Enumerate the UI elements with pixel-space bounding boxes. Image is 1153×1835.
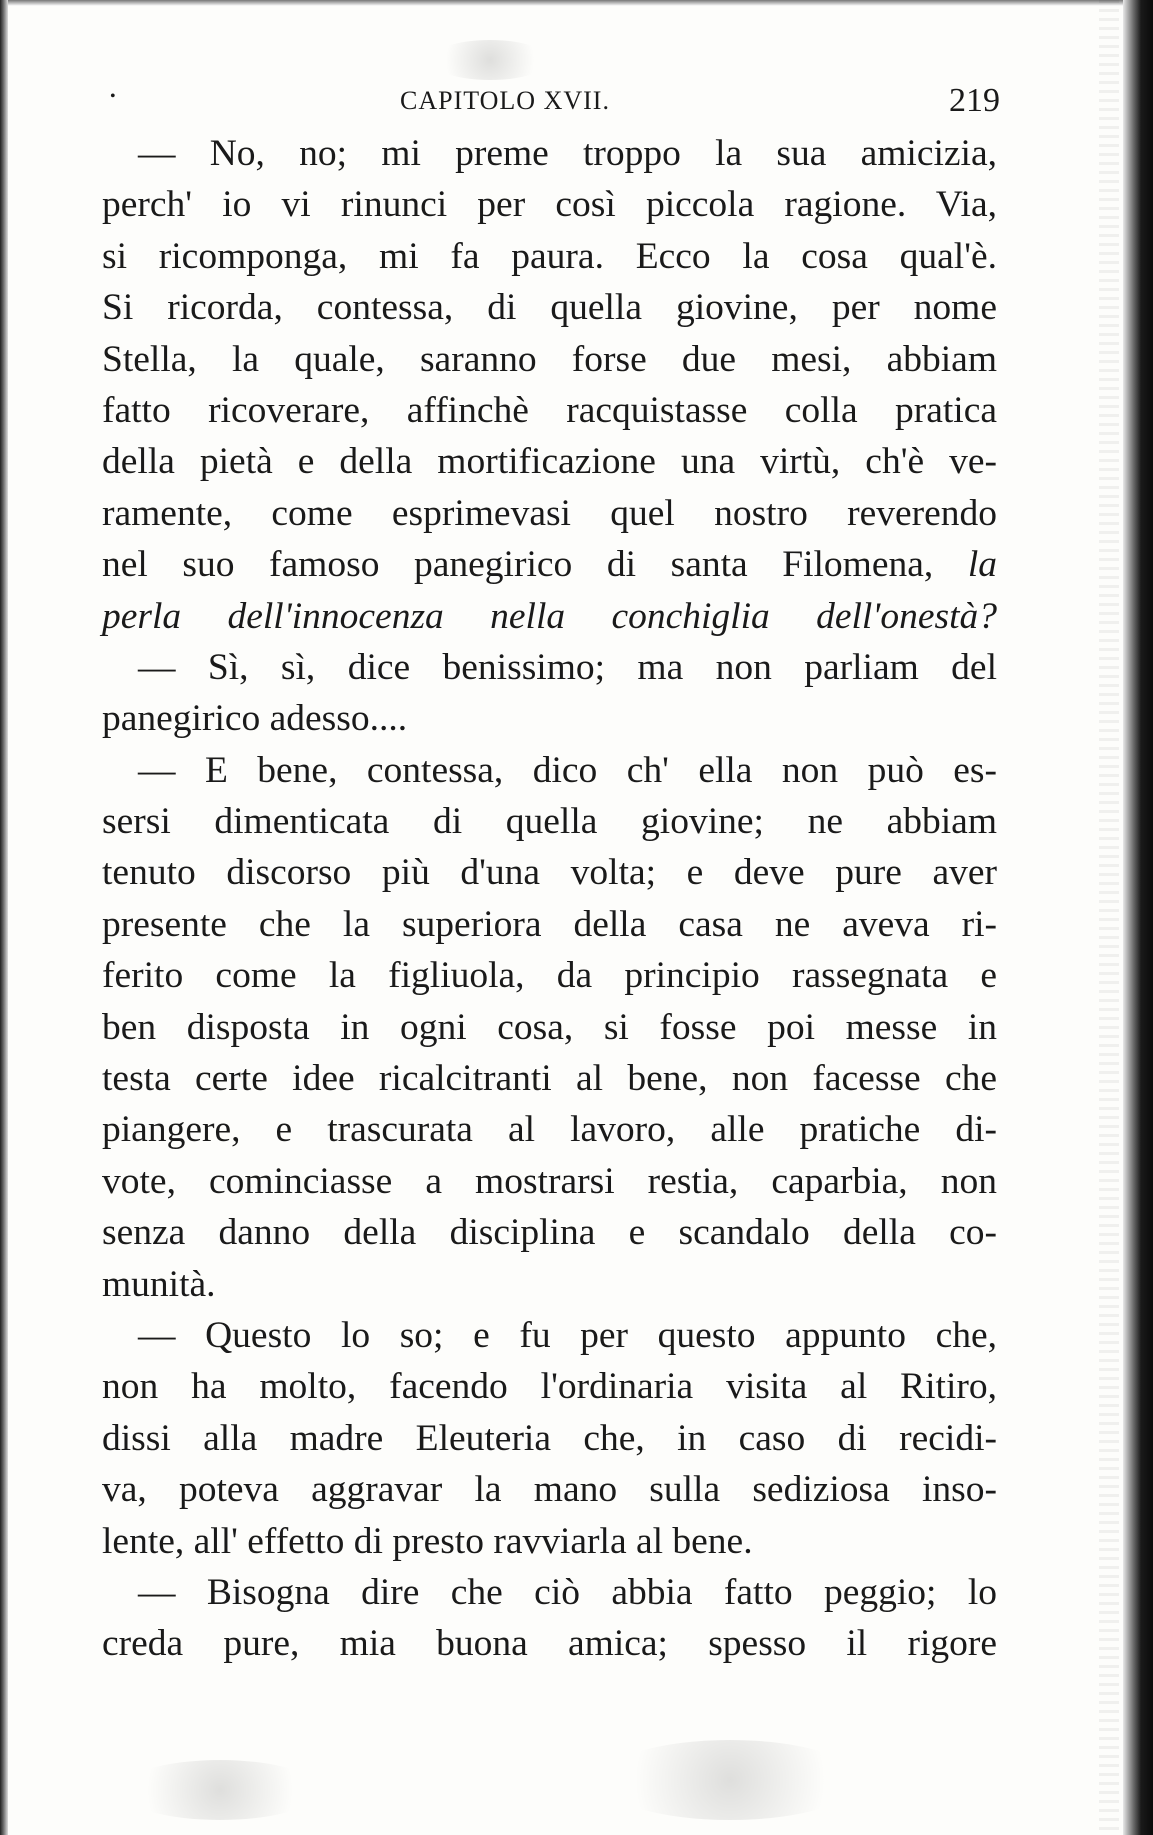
page-top-edge [0,0,1153,6]
text-line: — No, no; mi preme troppo la sua amicizia, [138,133,997,174]
text-line: tenuto discorso più d'una volta; e deve pure aver [102,852,997,894]
text-line-with-italic [102,539,997,590]
text-line: ramente, come esprimevasi quel nostro reverendo [102,492,997,534]
header-bullet: • [110,88,116,105]
text-line: creda pure, mia buona amica; spesso il rigore [102,1623,997,1665]
text-line: — E bene, contessa, dico ch' ella non può es- [138,749,997,791]
text-line: — Bisogna dire che ciò abbia fatto peggio; lo [138,1571,997,1613]
text-segment: nel suo famoso panegirico di santa Filomena, [102,544,934,586]
page-number: 219 [949,82,1000,119]
binding-speckle [1099,0,1119,1835]
text-line: — Questo lo so; e fu per questo appunto che, [138,1314,997,1356]
book-binding-shadow [1123,0,1153,1835]
italic-text-line [102,591,997,642]
text-line: ferito come la figliuola, da principio rassegnata e [102,955,997,997]
text-line: ben disposta in ogni cosa, si fosse poi messe in [102,1006,997,1048]
text-line: vote, cominciasse a mostrarsi restia, caparbia, non [102,1160,997,1202]
text-line: sersi dimenticata di quella giovine; ne abbiam [102,801,997,843]
text-line: lente, all' effetto di presto ravviarla al bene. [102,1520,753,1562]
text-line: — Sì, sì, dice benissimo; ma non parliam del [138,646,997,688]
text-line: Stella, la quale, saranno forse due mesi, abbiam [102,338,997,380]
text-line: senza danno della disciplina e scandalo della co- [102,1212,997,1254]
italic-quote: perla dell'innocenza nella conchiglia dell'onestà? [102,595,997,637]
page-left-edge [0,0,8,1835]
text-line: dissi alla madre Eleuteria che, in caso di recidi- [102,1417,997,1459]
print-smudge [430,40,550,80]
text-line: munità. [102,1263,216,1305]
text-line: va, poteva aggravar la mano sulla sediziosa inso- [102,1469,997,1511]
text-line: testa certe idee ricalcitranti al bene, non facesse che [102,1058,997,1100]
text-line: piangere, e trascurata al lavoro, alle pratiche di- [102,1109,997,1151]
italic-word: la [967,544,997,586]
text-line: si ricomponga, mi fa paura. Ecco la cosa qual'è. [102,235,997,277]
text-line: perch' io vi rinunci per così piccola ragione. Via, [102,184,997,226]
text-line: della pietà e della mortificazione una virtù, ch'è ve- [102,441,997,483]
text-line: Si ricorda, contessa, di quella giovine, per nome [102,287,997,329]
text-line: non ha molto, facendo l'ordinaria visita al Ritiro, [102,1366,997,1408]
print-smudge [600,1740,860,1820]
text-line: fatto ricoverare, affinchè racquistasse colla pratica [102,389,997,431]
chapter-title: CAPITOLO XVII. [400,86,610,115]
running-head [110,82,1000,126]
text-line: panegirico adesso.... [102,698,408,740]
text-line: presente che la superiora della casa ne aveva ri- [102,903,997,945]
print-smudge [120,1760,320,1820]
body-text [102,128,997,1670]
